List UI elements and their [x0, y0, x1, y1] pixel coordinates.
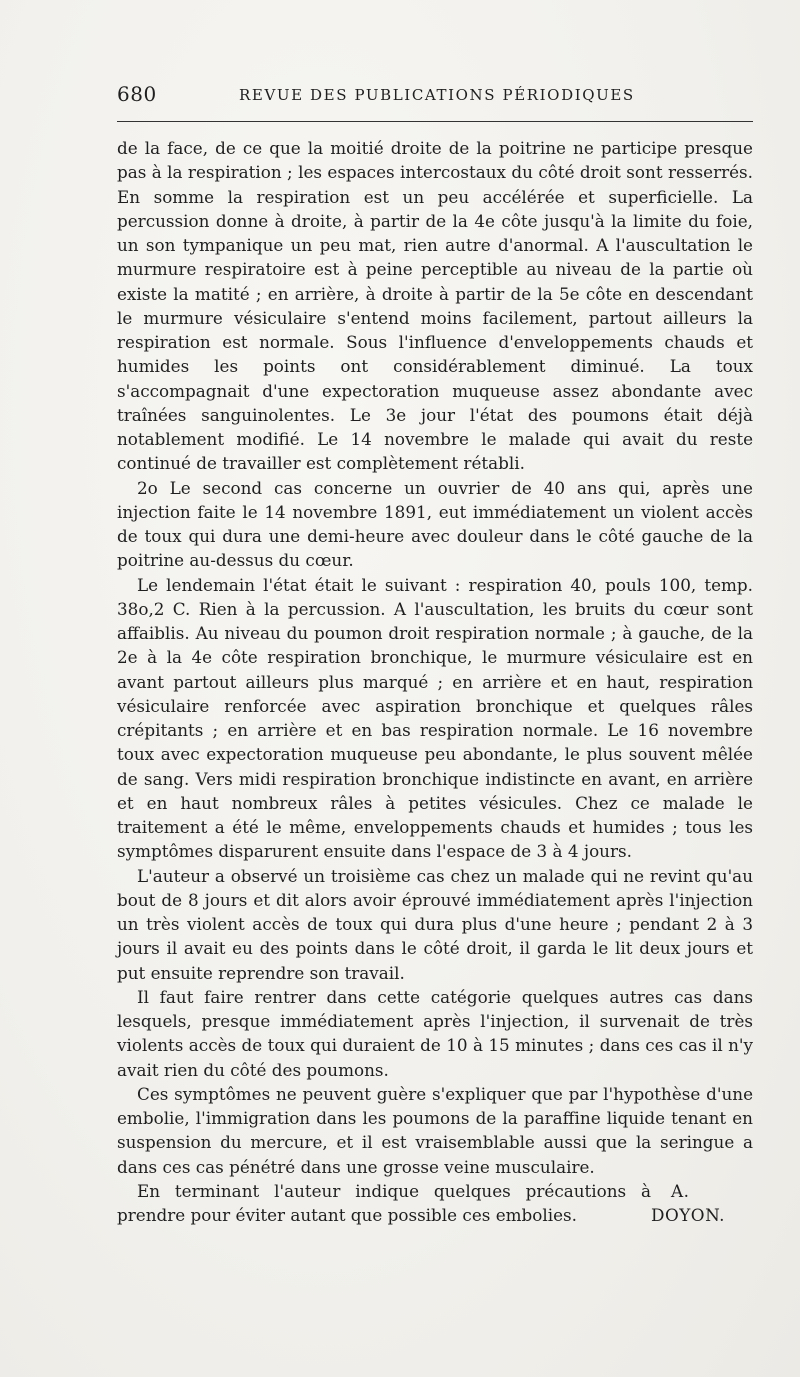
running-title: REVUE DES PUBLICATIONS PÉRIODIQUES [239, 86, 635, 104]
paragraph-explanation: Ces symptômes ne peuvent guère s'expliquer que par l'hypothèse d'une embolie, l'immigration dans les poumons de la paraffine liquide tenant en suspension du mercure, et il est vraisemblable aussi que la seringue a dans ces cas pénétré dans une grosse veine musculaire. [117, 1083, 753, 1177]
paragraph-second-case: 2o Le second cas concerne un ouvrier de 40 ans qui, après une injection faite le 14 novembre 1891, eut immédiatement un violent accès de toux qui dura une demi-heure avec douleur dans le côté gauche de la poitrine au-dessus du cœur. [117, 477, 753, 571]
paragraph-continuation: de la face, de ce que la moitié droite de la poitrine ne participe presque pas à la respiration ; les espaces intercostaux du côté droit sont resserrés. En somme la respiration est un peu accélérée et superficielle. La percussion donne à droite, à partir de la 4e côte jusqu'à la limite du foie, un son tympanique un peu mat, rien autre d'anormal. A l'auscultation le murmure respiratoire est à peine perceptible au niveau de la partie où existe la matité ; en arrière, à droite à partir de la 5e côte en descendant le murmure vésiculaire s'entend moins facilement, partout ailleurs la respiration est normale. Sous l'influence d'enveloppements chauds et humides les points ont considérablement diminué. La toux s'accompagnait d'une expectoration muqueuse assez abondante avec traînées sanguinolentes. Le 3e jour l'état des poumons était déjà notablement modifié. Le 14 novembre le malade qui avait du reste continué de travailler est complètement rétabli. [117, 138, 753, 474]
header-rule [117, 121, 753, 122]
closing-line [117, 1179, 753, 1228]
page-header [117, 82, 753, 110]
paragraph-third-case: L'auteur a observé un troisième cas chez un malade qui ne revint qu'au bout de 8 jours et dit alors avoir éprouvé immédiatement après l'injection un très violent accès de toux qui dura plus d'une heure ; pendant 2 à 3 jours il avait eu des points dans le côté droit, il garda le lit deux jours et put ensuite reprendre son travail. [117, 865, 753, 983]
paragraph-other-cases: Il faut faire rentrer dans cette catégorie quelques autres cas dans lesquels, presque immédiatement après l'injection, il survenait de très violents accès de toux qui duraient de 10 à 15 minutes ; dans ces cas il n'y avait rien du côté des poumons. [117, 986, 753, 1080]
author-signature: A. DOYON. [651, 1180, 726, 1225]
paragraph-next-day: Le lendemain l'état était le suivant : respiration 40, pouls 100, temp. 38o,2 C. Rien à la percussion. A l'auscultation, les bruits du cœur sont affaiblis. Au niveau du poumon droit respiration normale ; à gauche, de la 2e à la 4e côte respiration bronchique, le murmure vésiculaire est en avant partout ailleurs plus marqué ; en arrière et en haut, respiration vésiculaire renforcée avec aspiration bronchique et quelques râles crépitants ; en arrière et en bas respiration normale. Le 16 novembre toux avec expectoration muqueuse peu abondante, le plus souvent mêlée de sang. Vers midi respiration bronchique indistincte en avant, en arrière et en haut nombreux râles à petites vésicules. Chez ce malade le traitement a été le même, enveloppements chauds et humides ; tous les symptômes disparurent ensuite dans l'espace de 3 à 4 jours. [117, 574, 753, 862]
page-number: 680 [117, 82, 157, 106]
article-body [117, 136, 753, 1227]
paragraph-conclusion: En terminant l'auteur indique quelques précautions à prendre pour éviter autant que possible ces embolies. [117, 1180, 652, 1225]
